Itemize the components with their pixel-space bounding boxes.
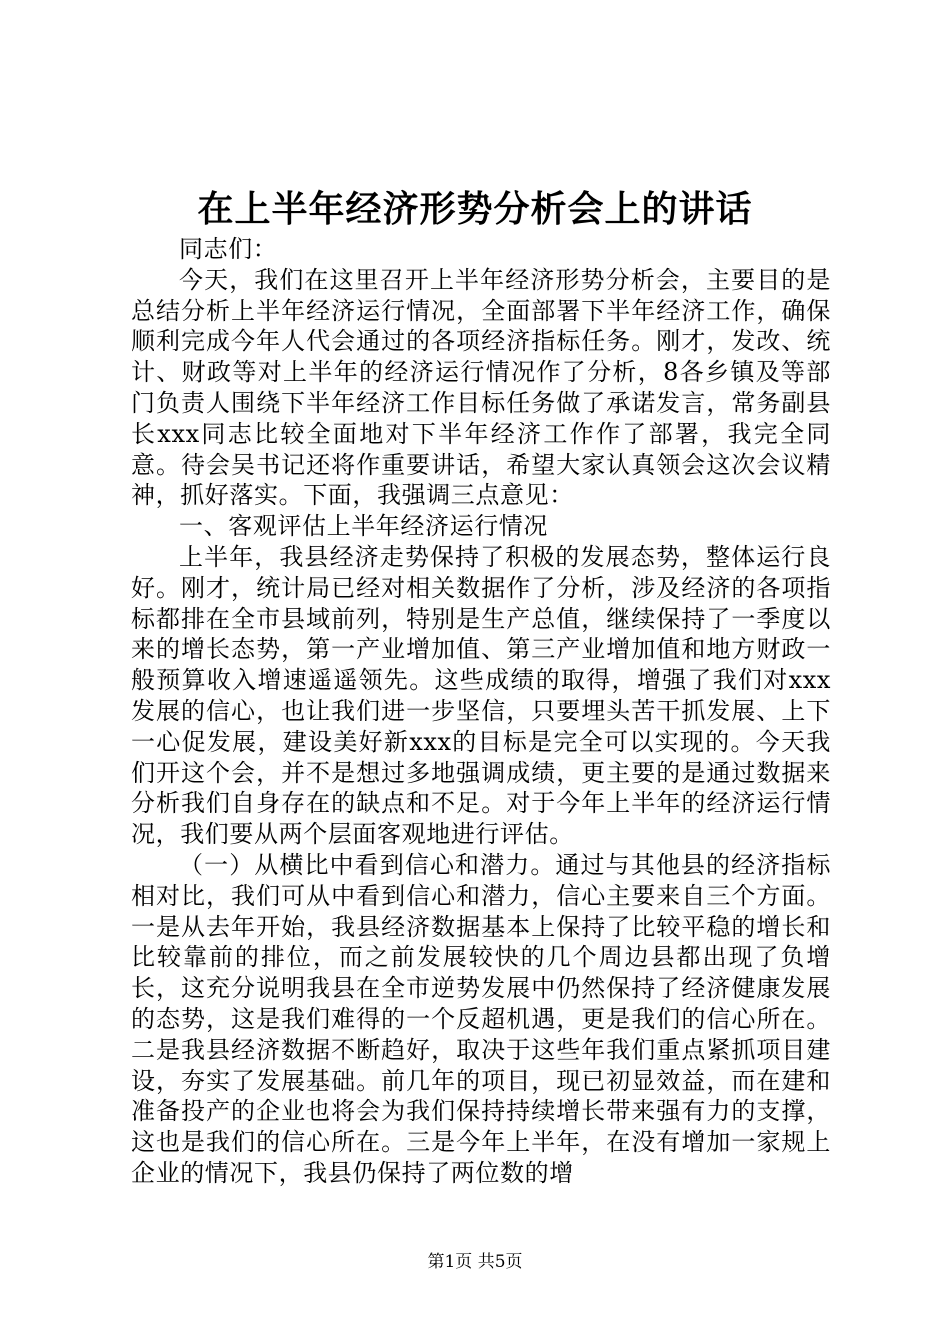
body-paragraph: （一）从横比中看到信心和潜力。通过与其他县的经济指标相对比，我们可从中看到信心和潜力，信心主要来自三个方面。一是从去年开始，我县经济数据基本上保持了比较平稳的增长和比较靠前的排位，而之前发展较快的几个周边县都出现了负增长，这充分说明我县在全市逆势发展中仍然保持了经济健康发展的态势，这是我们难得的一个反超机遇，更是我们的信心所在。二是我县经济数据不断趋好，取决于这些年我们重点紧抓项目建设，夯实了发展基础。前几年的项目，现已初显效益，而在建和准备投产的企业也将会为我们保持持续增长带来强有力的支撑，这也是我们的信心所在。三是今年上半年，在没有增加一家规上企业的情况下，我县仍保持了两位数的增	[131, 850, 831, 1187]
section-heading: 一、客观评估上半年经济运行情况	[179, 512, 548, 541]
intro-paragraph: 今天，我们在这里召开上半年经济形势分析会，主要目的是总结分析上半年经济运行情况，全面部署下半年经济工作，确保顺利完成今年人代会通过的各项经济指标任务。刚才，发改、统计、财政等对上半年的经济运行情况作了分析，8各乡镇及等部门负责人围绕下半年经济工作目标任务做了承诺发言，常务副县长xxx同志比较全面地对下半年经济工作作了部署，我完全同意。待会吴书记还将作重要讲话，希望大家认真领会这次会议精神，抓好落实。下面，我强调三点意见：	[131, 265, 831, 510]
document-title: 在上半年经济形势分析会上的讲话	[197, 188, 753, 230]
page-number-footer: 第1页 共5页	[427, 1252, 523, 1272]
document-body	[131, 234, 831, 1189]
salutation-paragraph: 同志们：	[179, 235, 278, 263]
body-paragraph: 上半年，我县经济走势保持了积极的发展态势，整体运行良好。刚才，统计局已经对相关数据作了分析，涉及经济的各项指标都排在全市县域前列，特别是生产总值，继续保持了一季度以来的增长态势，第一产业增加值、第三产业增加值和地方财政一般预算收入增速遥遥领先。这些成绩的取得，增强了我们对xxx发展的信心，也让我们进一步坚信，只要埋头苦干抓发展、上下一心促发展，建设美好新xxx的目标是完全可以实现的。今天我们开这个会，并不是想过多地强调成绩，更主要的是通过数据来分析我们自身存在的缺点和不足。对于今年上半年的经济运行情况，我们要从两个层面客观地进行评估。	[131, 542, 831, 849]
